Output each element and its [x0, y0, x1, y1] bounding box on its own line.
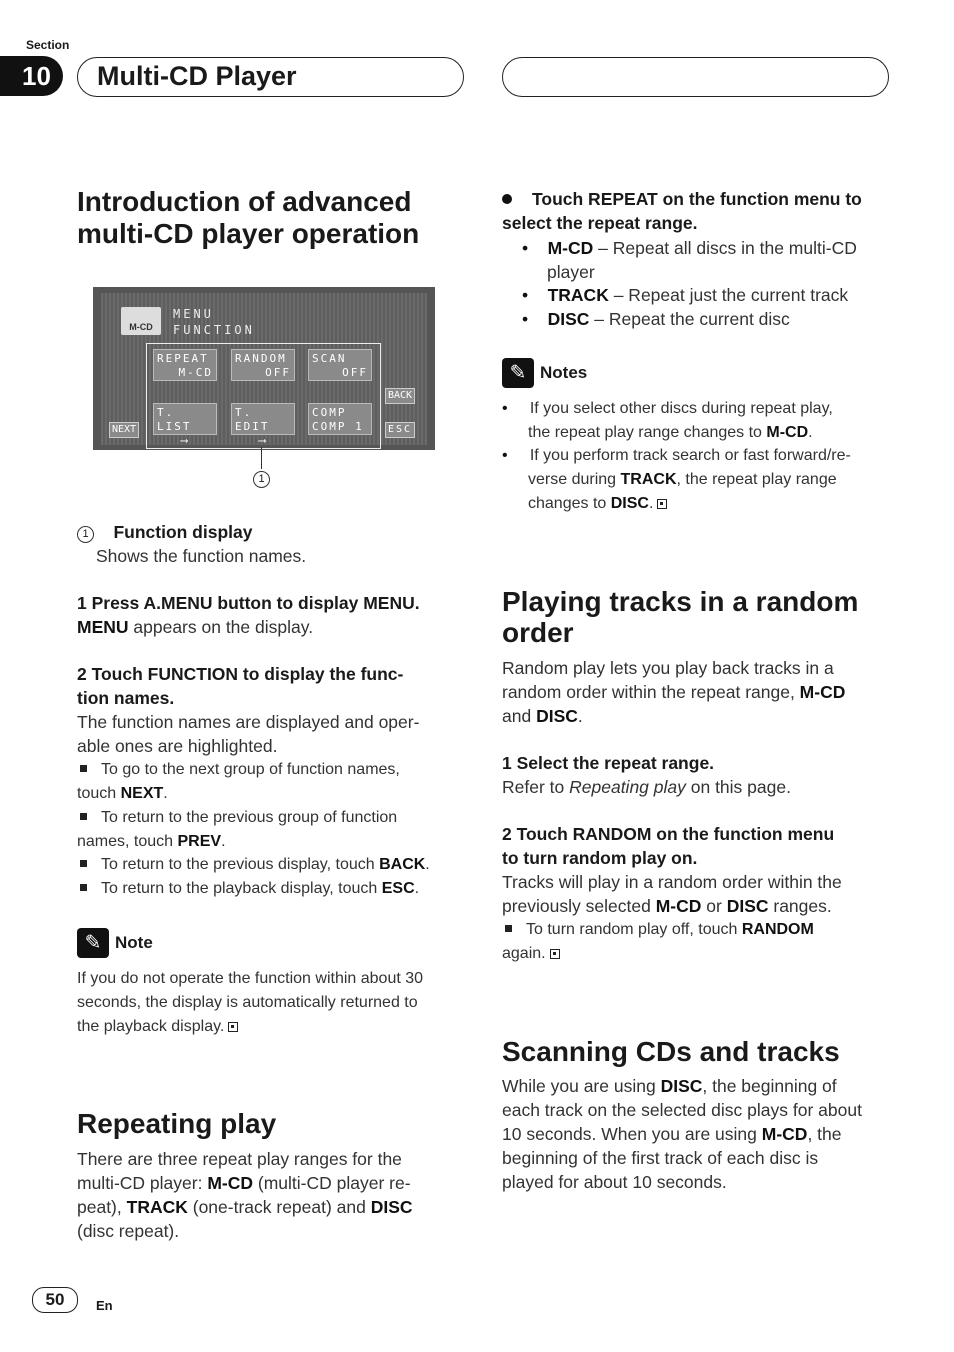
lcd-btn-label: REPEAT [157, 352, 209, 365]
note-header [77, 928, 153, 958]
n1-b: the repeat play range changes to [528, 424, 767, 441]
lcd-btn-label: T. EDIT [235, 406, 270, 433]
lcd-back: BACK [385, 388, 415, 404]
lcd-esc: ESC [385, 422, 415, 438]
n1-a: If you select other discs during repeat play, [529, 400, 833, 417]
b4-c: . [414, 880, 420, 897]
b4-bold: ESC [381, 880, 415, 897]
sc-3c: , the [807, 1124, 842, 1144]
pencil-note-icon: ✎ [77, 928, 109, 958]
lcd-next: NEXT [109, 422, 139, 438]
lcd-btn-label: SCAN [312, 352, 347, 365]
lcd-button-random [231, 349, 295, 381]
random-off-bullet [502, 918, 814, 966]
rs2-2c: or [701, 896, 727, 916]
b2-a: To return to the previous group of function [101, 809, 398, 826]
notes-header [502, 358, 587, 388]
lcd-menu-line1: MENU [173, 307, 214, 321]
end-mark-icon [657, 499, 667, 509]
r1-text: – Repeat all discs in the multi-CD [593, 238, 857, 258]
b3-c: . [425, 856, 430, 873]
lcd-btn-label: T. LIST [157, 406, 192, 433]
touch-repeat-step [502, 187, 862, 235]
lcd-button-scan [308, 349, 372, 381]
step2-title-1: 2 Touch FUNCTION to display the func- [77, 664, 404, 684]
lcd-menu-line2: FUNCTION [173, 323, 255, 337]
rs1-b: on this page. [685, 777, 791, 797]
rand-3a: and [502, 706, 537, 726]
callout-circle: 1 [253, 471, 270, 488]
rp-1: There are three repeat play ranges for the [77, 1149, 402, 1169]
notes-item-1: • If you select other discs during repeat play, the repeat play range changes to M-CD. [502, 400, 833, 441]
section-label: Section [26, 38, 70, 52]
intro-heading [77, 186, 419, 250]
random-heading-1: Playing tracks in a random [502, 586, 859, 617]
b1-bold: NEXT [120, 785, 164, 802]
note-label: Note [115, 933, 153, 952]
sc-3b: M-CD [761, 1124, 808, 1144]
repeat-text [77, 1147, 413, 1243]
r3-bold: DISC [547, 309, 590, 329]
step2-text [77, 710, 419, 758]
b3-bold: BACK [379, 856, 426, 873]
pencil-note-icon: ✎ [502, 358, 534, 388]
note-text [77, 967, 423, 1039]
n2-e: . [648, 495, 654, 512]
rs2-2e: ranges. [768, 896, 832, 916]
rp-3b: TRACK [126, 1197, 188, 1217]
rb-bold: RANDOM [741, 921, 814, 938]
b2-b: names, touch [77, 833, 178, 850]
rp-4: (disc repeat). [77, 1221, 180, 1241]
rand-2b: M-CD [799, 682, 846, 702]
rs2-2b: M-CD [655, 896, 702, 916]
scan-heading: Scanning CDs and tracks [502, 1036, 840, 1067]
b3-a: To return to the previous display, touch [101, 856, 380, 873]
random-step2-text [502, 870, 842, 918]
rp-3a: peat), [77, 1197, 127, 1217]
header-empty-box [502, 57, 889, 97]
bullet-prev [77, 806, 397, 854]
step2-text-1: The function names are displayed and oper- [77, 712, 420, 732]
rand-3b: DISC [536, 706, 578, 726]
lcd-btn-label: COMP [312, 406, 347, 419]
lcd-btn-value: OFF [265, 366, 291, 379]
b1-c: . [163, 785, 168, 802]
intro-heading-line2: multi-CD player operation [77, 218, 420, 249]
rp-3c: (one-track repeat) and [187, 1197, 371, 1217]
legend-title: Function display [113, 522, 253, 542]
step2-title-2: tion names. [77, 688, 175, 708]
lcd-btn-label: RANDOM [235, 352, 287, 365]
random-heading-2: order [502, 617, 574, 648]
random-step1-text [502, 775, 791, 799]
r1-bold: M-CD [547, 238, 594, 258]
mcd-logo [121, 307, 161, 335]
rb-b: again. [502, 945, 546, 962]
legend-desc: Shows the function names. [96, 546, 307, 566]
n2-a: If you perform track search or fast forward/re- [529, 447, 851, 464]
repeat-option-disc: • DISC – Repeat the current disc [522, 309, 790, 329]
notes-label: Notes [540, 363, 588, 382]
rp-3d: DISC [370, 1197, 413, 1217]
section-number: 10 [0, 56, 63, 96]
page-title: Multi-CD Player [97, 61, 297, 91]
n2-bold: TRACK [620, 471, 677, 488]
repeat-option-track: • TRACK – Repeat just the current track [522, 285, 849, 305]
b4-a: To return to the playback display, touch [101, 880, 382, 897]
bullet-esc [77, 877, 419, 901]
rp-2a: multi-CD player: [77, 1173, 208, 1193]
notes-item-2: • If you perform track search or fast forward/re- verse during TRACK, the repeat play range changes to DISC. [502, 447, 851, 512]
note-1: If you do not operate the function within about 30 [77, 970, 424, 987]
random-heading [502, 586, 858, 648]
step1-title: 1 Press A.MENU button to display MENU. [77, 593, 420, 613]
lcd-button-tlist [153, 403, 217, 447]
function-display-image [93, 287, 435, 450]
rs2-title-1: 2 Touch RANDOM on the function menu [502, 824, 835, 844]
mcd-logo-label: M-CD [129, 322, 153, 332]
end-mark-icon [228, 1022, 238, 1032]
page-number: 50 [32, 1287, 78, 1313]
bullet-back [77, 853, 430, 877]
r2-text: – Repeat just the current track [608, 285, 849, 305]
rs2-2d: DISC [726, 896, 769, 916]
step1-bold: MENU [77, 617, 129, 637]
lcd-btn-value: OFF [342, 366, 368, 379]
n2-b: verse during [528, 471, 621, 488]
rs2-title-2: to turn random play on. [502, 848, 698, 868]
language-code: En [96, 1298, 113, 1313]
r1-text2: player [547, 262, 595, 282]
rand-3c: . [577, 706, 583, 726]
lcd-button-comp [308, 403, 372, 435]
n2-c: , the repeat play range [676, 471, 837, 488]
rs2-2a: previously selected [502, 896, 656, 916]
sc-4: beginning of the first track of each disc is [502, 1148, 819, 1168]
n1-c: . [808, 424, 813, 441]
touch-1: Touch REPEAT on the function menu to [532, 189, 862, 209]
intro-heading-line1: Introduction of advanced [77, 186, 412, 217]
rp-2b: M-CD [207, 1173, 253, 1193]
step2-title [77, 662, 403, 710]
random-step1-title: 1 Select the repeat range. [502, 753, 715, 773]
b2-bold: PREV [177, 833, 222, 850]
rs2-text-1: Tracks will play in a random order within the [502, 872, 842, 892]
rp-2c: (multi-CD player re- [253, 1173, 411, 1193]
callout-line [261, 447, 262, 469]
lcd-btn-value: ⟶ [180, 434, 190, 447]
b1-b: touch [77, 785, 121, 802]
scan-text [502, 1074, 862, 1194]
n2-bold2: DISC [610, 495, 649, 512]
sc-3a: 10 seconds. When you are using [502, 1124, 762, 1144]
legend-item [77, 520, 253, 544]
lcd-btn-value: ⟶ [258, 434, 268, 447]
r2-bold: TRACK [547, 285, 609, 305]
repeat-option-mcd: • M-CD – Repeat all discs in the multi-CD player [522, 238, 857, 282]
lcd-button-repeat [153, 349, 217, 381]
random-text [502, 656, 845, 728]
rand-1: Random play lets you play back tracks in a [502, 658, 834, 678]
random-step2-title [502, 822, 834, 870]
sc-1b: DISC [660, 1076, 703, 1096]
lcd-button-tedit [231, 403, 295, 447]
rand-2a: random order within the repeat range, [502, 682, 800, 702]
sc-2: each track on the selected disc plays for about [502, 1100, 862, 1120]
n2-d: changes to [528, 495, 611, 512]
note-3: the playback display. [77, 1018, 225, 1035]
bullet-next [77, 758, 400, 806]
bullet-dot-icon [502, 194, 512, 204]
sc-1c: , the beginning of [702, 1076, 837, 1096]
b2-c: . [221, 833, 226, 850]
step1-rest: appears on the display. [128, 617, 314, 637]
legend-number: 1 [77, 526, 94, 543]
rs1-a: Refer to [502, 777, 570, 797]
note-2: seconds, the display is automatically returned to [77, 994, 418, 1011]
repeat-heading: Repeating play [77, 1108, 277, 1139]
step2-text-2: able ones are highlighted. [77, 736, 278, 756]
b1-a: To go to the next group of function names, [101, 761, 400, 778]
sc-5: played for about 10 seconds. [502, 1172, 727, 1192]
rs1-italic: Repeating play [569, 777, 686, 797]
r3-text: – Repeat the current disc [589, 309, 790, 329]
end-mark-icon [550, 949, 560, 959]
step1-text [77, 615, 313, 639]
rb-a: To turn random play off, touch [526, 921, 742, 938]
touch-2: select the repeat range. [502, 213, 698, 233]
lcd-btn-value: COMP 1 [312, 420, 364, 433]
lcd-btn-value: M-CD [178, 366, 213, 379]
n1-bold: M-CD [766, 424, 809, 441]
sc-1a: While you are using [502, 1076, 661, 1096]
callout-number [253, 470, 270, 488]
